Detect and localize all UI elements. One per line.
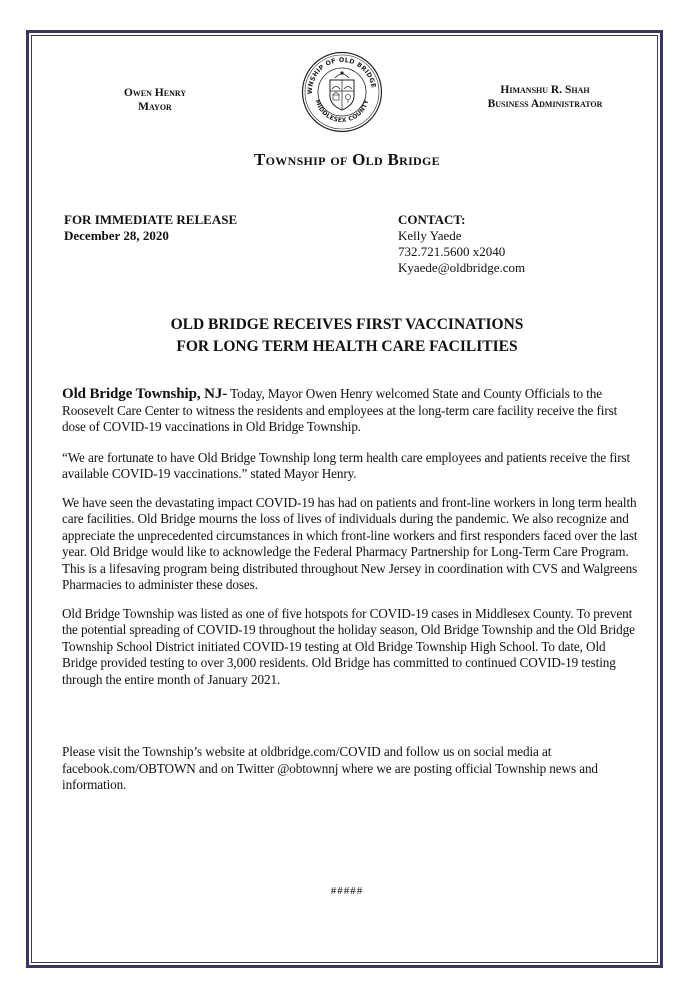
release-label: FOR IMMEDIATE RELEASE xyxy=(64,212,238,227)
release-date: December 28, 2020 xyxy=(64,228,169,243)
paragraph-intro-text: Today, Mayor Owen Henry welcomed State and County Officials to the Roosevelt Care Center to witness the residents and employees at the long-term care facility receive the first dose of COVID-19 vaccinations in Old Bridge Township. xyxy=(62,386,618,434)
paragraph-impact: We have seen the devastating impact COVID-19 has had on patients and front-line workers in long term health care facilities. Old Bridge mourns the loss of lives of individuals during the pandemic. We also recognize and appreciate the unprecedented circumstances in which front-line workers and first responders faced over the last year. Old Bridge would like to acknowledge the Federal Pharmacy Partnership for Long-Term Care Program. This is a lifesaving program being distributed throughout New Jersey in coordination with CVS and Walgreens Pharmacies to administer these doses. xyxy=(62,494,638,592)
contact-block xyxy=(398,212,525,276)
dateline: Old Bridge Township, NJ- xyxy=(62,386,228,402)
administrator-block xyxy=(450,83,640,111)
headline xyxy=(0,314,694,358)
township-title: Township of Old Bridge xyxy=(254,150,440,169)
release-block xyxy=(64,212,237,244)
seal-bottom-text: MIDDLESEX COUNTY xyxy=(313,98,371,125)
headline-line-1: OLD BRIDGE RECEIVES FIRST VACCINATIONS xyxy=(170,316,524,333)
contact-label: CONTACT: xyxy=(398,212,466,227)
press-release-body xyxy=(62,386,640,806)
headline-line-2: FOR LONG TERM HEALTH CARE FACILITIES xyxy=(176,338,518,355)
paragraph-intro xyxy=(62,386,640,436)
paragraph-testing: Old Bridge Township was listed as one of five hotspots for COVID-19 cases in Middlesex County. To prevent the potential spreading of COVID-19 throughout the holiday season, Old Bridge Township and the Old Bridge Township School District initiated COVID-19 testing at Old Bridge Township High School. To date, Old Bridge provided testing to over 3,000 residents. Old Bridge has committed to continued COVID-19 testing through the entire month of January 2021. xyxy=(62,605,635,687)
administrator-name: Himanshu R. Shah xyxy=(500,84,590,96)
contact-name: Kelly Yaede xyxy=(398,228,462,243)
administrator-title: Business Administrator xyxy=(487,98,603,110)
paragraph-quote: “We are fortunate to have Old Bridge Township long term health care employees and patients receive the first available COVID-19 vaccinations.” stated Mayor Henry. xyxy=(62,449,631,481)
seal-top-text: WNSHIP OF OLD BRIDGE xyxy=(306,56,377,95)
contact-phone: 732.721.5600 x2040 xyxy=(398,244,506,259)
township-seal-graphic xyxy=(301,51,383,133)
contact-email: Kyaede@oldbridge.com xyxy=(398,260,526,275)
township-seal xyxy=(301,51,383,133)
end-marks: ##### xyxy=(330,885,364,897)
mayor-block xyxy=(100,86,210,114)
mayor-title: Mayor xyxy=(138,101,172,113)
paragraph-website: Please visit the Township’s website at oldbridge.com/COVID and follow us on social media at facebook.com/OBTOWN and on Twitter @obtownnj where we are posting official Township news and information. xyxy=(62,744,598,792)
mayor-name: Owen Henry xyxy=(123,87,187,99)
